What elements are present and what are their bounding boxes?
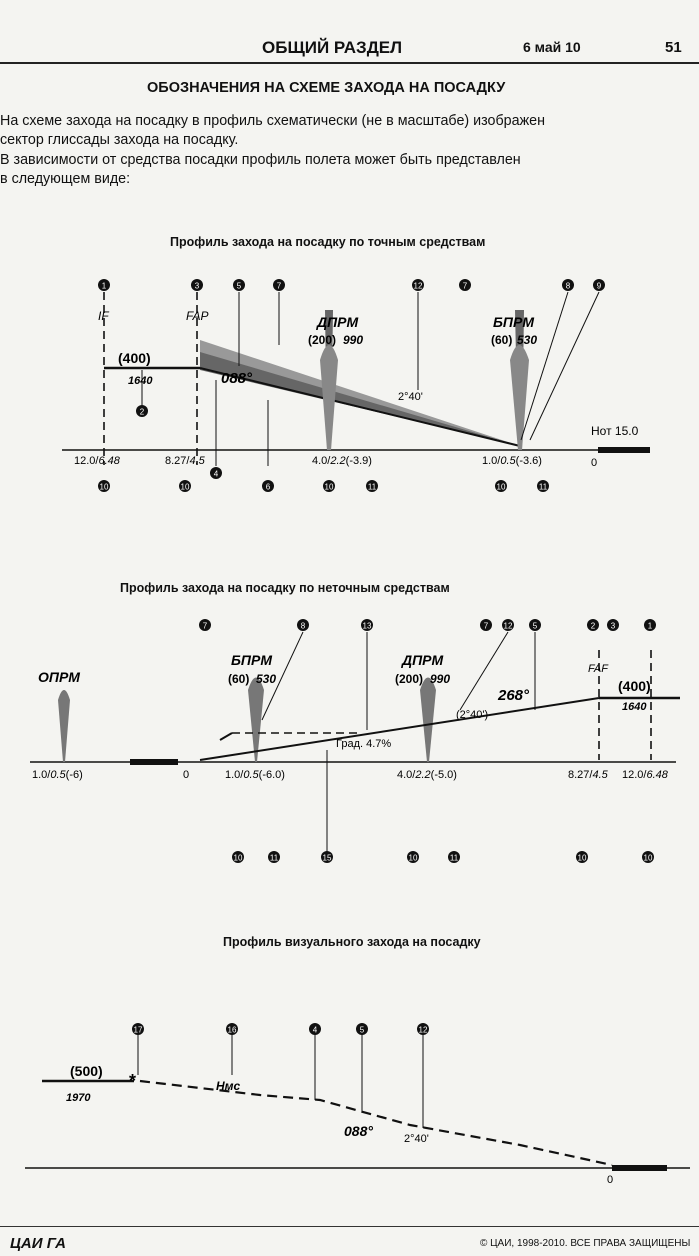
svg-text:3: 3	[610, 621, 616, 631]
svg-text:5: 5	[532, 621, 538, 631]
profile3-markers-top	[132, 1023, 429, 1035]
profile1-dprm-alt: (200)	[308, 333, 337, 347]
svg-text:4: 4	[213, 469, 219, 479]
intro-line-1: На схеме захода на посадку в профиль схематически (не в масштабе) изображен	[0, 113, 545, 129]
profile2-course: 268°	[498, 687, 530, 704]
profile1-marker-mid: 2	[139, 407, 145, 417]
svg-text:4: 4	[312, 1025, 318, 1035]
header-divider	[0, 62, 699, 64]
svg-text:5: 5	[236, 281, 242, 291]
profile1-alt-m: 1640	[128, 375, 153, 387]
footer-logo: ЦАИ ГА	[10, 1235, 67, 1252]
profile1-markers-bottom	[98, 467, 549, 492]
profile2-faf: FAF	[588, 663, 608, 675]
if-label: IF	[98, 309, 109, 323]
profile2-markers-bottom	[232, 851, 654, 863]
profile1-course: 088°	[221, 370, 253, 387]
svg-text:16: 16	[227, 1025, 237, 1035]
profile1-zero: 0	[591, 457, 598, 469]
profile2-bprm: БПРМ	[231, 652, 272, 668]
svg-text:8: 8	[300, 621, 306, 631]
profile1-diagram	[0, 270, 699, 500]
svg-text:12: 12	[418, 1025, 428, 1035]
profile1-d4: 1.0/0.5(-3.6)	[482, 455, 542, 467]
svg-text:11: 11	[367, 482, 377, 492]
profile2-bprm-alt2: 530	[256, 672, 277, 686]
profile2-zero: 0	[183, 769, 190, 781]
profile2-d2: 4.0/2.2(-5.0)	[397, 769, 457, 781]
svg-text:10: 10	[408, 853, 418, 863]
svg-text:7: 7	[462, 281, 468, 291]
svg-text:13: 13	[362, 621, 372, 631]
profile2-oprm: ОПРМ	[38, 669, 80, 685]
profile2-bprm-alt: (60)	[228, 672, 250, 686]
profile2-diagram	[0, 610, 699, 870]
page-number: 51	[665, 39, 682, 56]
svg-text:3: 3	[194, 281, 200, 291]
profile2-d1: 1.0/0.5(-6.0)	[225, 769, 285, 781]
svg-text:7: 7	[276, 281, 282, 291]
svg-text:10: 10	[99, 482, 109, 492]
profile2-d3: 8.27/4.5	[568, 769, 608, 781]
svg-text:10: 10	[643, 853, 653, 863]
svg-text:8: 8	[565, 281, 571, 291]
profile1-alt: (400)	[118, 350, 151, 366]
svg-text:6: 6	[265, 482, 271, 492]
section-title: ОБОЗНАЧЕНИЯ НА СХЕМЕ ЗАХОДА НА ПОСАДКУ	[147, 80, 506, 96]
profile2-alt-m: 1640	[622, 701, 647, 713]
profile2-dprm: ДПРМ	[402, 652, 444, 668]
svg-text:10: 10	[496, 482, 506, 492]
profile2-dprm-alt: (200)	[395, 672, 424, 686]
profile3-title: Профиль визуального захода на посадку	[223, 935, 481, 949]
profile1-d2: 8.27/4.5	[165, 455, 205, 467]
svg-text:7: 7	[202, 621, 208, 631]
profile1-markers-top	[98, 279, 605, 291]
svg-text:10: 10	[324, 482, 334, 492]
profile2-alt: (400)	[618, 678, 651, 694]
svg-text:12: 12	[413, 281, 423, 291]
profile1-d3: 4.0/2.2(-3.9)	[312, 455, 372, 467]
profile1-glide: 2°40'	[398, 391, 423, 403]
svg-text:10: 10	[180, 482, 190, 492]
profile2-d4: 12.0/6.48	[622, 769, 668, 781]
svg-text:11: 11	[269, 853, 279, 863]
profile3-glide: 2°40'	[404, 1133, 429, 1145]
profile2-dprm-alt2: 990	[430, 672, 451, 686]
header-title: ОБЩИЙ РАЗДЕЛ	[262, 38, 403, 57]
svg-text:10: 10	[577, 853, 587, 863]
header-date: 6 май 10	[523, 39, 581, 55]
profile3-course: 088°	[344, 1123, 373, 1139]
intro-line-2: сектор глиссады захода на посадку.	[0, 132, 239, 148]
profile3-alt: (500)	[70, 1063, 103, 1079]
profile2-glide: (2°40')	[456, 709, 489, 721]
svg-text:11: 11	[538, 482, 548, 492]
svg-text:15: 15	[322, 853, 332, 863]
svg-text:12: 12	[503, 621, 513, 631]
svg-text:10: 10	[233, 853, 243, 863]
svg-text:*: *	[129, 1071, 137, 1091]
profile1-bprm: БПРМ	[493, 314, 534, 330]
fap-label: FAP	[186, 309, 209, 323]
profile2-grad: Град. 4.7%	[336, 738, 392, 750]
profile1-dprm: ДПРМ	[317, 314, 359, 330]
profile1-d1: 12.0/6.48	[74, 455, 120, 467]
svg-text:1: 1	[101, 281, 107, 291]
intro-line-4: в следующем виде:	[0, 171, 131, 187]
profile3-diagram	[0, 1020, 699, 1186]
svg-text:11: 11	[449, 853, 459, 863]
profile2-markers-top	[199, 619, 656, 631]
profile3-alt-m: 1970	[66, 1092, 91, 1104]
svg-text:1: 1	[647, 621, 653, 631]
footer-copyright: © ЦАИ, 1998-2010. ВСЕ ПРАВА ЗАЩИЩЕНЫ	[480, 1238, 691, 1249]
profile1-dprm-alt2: 990	[343, 333, 364, 347]
profile2-d0: 1.0/0.5(-6)	[32, 769, 83, 781]
profile3-zero: 0	[607, 1174, 614, 1186]
svg-text:5: 5	[359, 1025, 365, 1035]
svg-text:9: 9	[596, 281, 602, 291]
profile1-bprm-alt: (60)	[491, 333, 513, 347]
svg-text:17: 17	[133, 1025, 143, 1035]
profile3-nmc: Нмс	[216, 1079, 241, 1093]
profile2-title: Профиль захода на посадку по неточным средствам	[120, 581, 450, 595]
profile1-title: Профиль захода на посадку по точным средствам	[170, 235, 486, 249]
intro-line-3: В зависимости от средства посадки профиль полета может быть представлен	[0, 152, 521, 168]
svg-text:7: 7	[483, 621, 489, 631]
svg-text:2: 2	[590, 621, 596, 631]
profile1-hthr: Нот 15.0	[591, 424, 639, 438]
footer-divider	[0, 1226, 699, 1227]
profile1-bprm-alt2: 530	[517, 333, 538, 347]
